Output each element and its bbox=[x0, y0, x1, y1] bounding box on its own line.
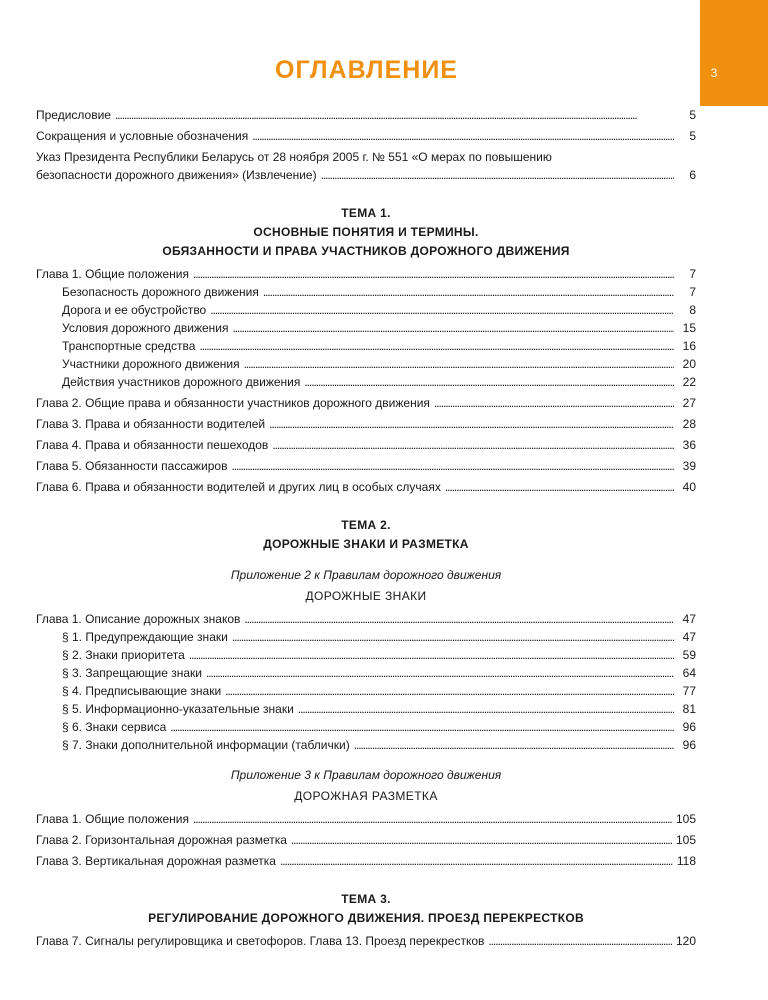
page-number: 3 bbox=[710, 66, 718, 80]
dot-leader bbox=[434, 394, 674, 412]
toc-entry-label: Глава 4. Права и обязанности пешеходов bbox=[36, 438, 269, 452]
toc-entry-page: 28 bbox=[682, 417, 696, 431]
dot-leader bbox=[233, 319, 675, 337]
page-corner-tab bbox=[700, 0, 768, 106]
toc-entry-page: 20 bbox=[682, 357, 696, 371]
toc-entry-chapter[interactable] bbox=[36, 932, 696, 950]
toc-entry-page: 40 bbox=[682, 480, 696, 494]
toc-entry-page: 47 bbox=[682, 630, 696, 644]
dot-leader bbox=[263, 283, 674, 301]
toc-entry-page: 7 bbox=[689, 285, 696, 299]
dot-leader bbox=[252, 127, 674, 145]
topic-title: ДОРОЖНЫЕ ЗНАКИ И РАЗМЕТКА bbox=[263, 537, 469, 551]
toc-entry-label: § 4. Предписывающие знаки bbox=[62, 684, 222, 698]
toc-entry-label: § 5. Информационно-указательные знаки bbox=[62, 702, 294, 716]
toc-entry-chapter[interactable] bbox=[36, 478, 696, 496]
dot-leader bbox=[115, 106, 674, 124]
toc-entry-decree-line1[interactable]: Указ Президента Республики Беларусь от 28 ноября 2005 г. № 551 «О мерах по повышению bbox=[36, 150, 552, 164]
toc-entry-chapter[interactable] bbox=[36, 457, 696, 475]
toc-subentry[interactable] bbox=[36, 700, 696, 718]
topic-3-heading bbox=[36, 890, 696, 928]
toc-entry-page: 16 bbox=[682, 339, 696, 353]
toc-subentry[interactable] bbox=[36, 736, 696, 754]
toc-entry-page: 47 bbox=[682, 612, 696, 626]
toc-entry-label: Предисловие bbox=[36, 108, 111, 122]
toc-entry-label: Условия дорожного движения bbox=[62, 321, 229, 335]
toc-subentry[interactable] bbox=[36, 628, 696, 646]
dot-leader bbox=[269, 415, 674, 433]
dot-leader bbox=[244, 610, 674, 628]
toc-entry-label: Действия участников дорожного движения bbox=[62, 375, 301, 389]
toc-entry-label: Участники дорожного движения bbox=[62, 357, 240, 371]
toc-subentry[interactable] bbox=[36, 355, 696, 373]
dot-leader bbox=[225, 682, 674, 700]
toc-entry-page: 120 bbox=[675, 934, 696, 948]
appendix-3-note: Приложение 3 к Правилам дорожного движения bbox=[230, 768, 502, 782]
dot-leader bbox=[170, 718, 674, 736]
toc-entry-page: 8 bbox=[689, 303, 696, 317]
toc-entry-page: 15 bbox=[682, 321, 696, 335]
topic-label: ТЕМА 2. bbox=[341, 518, 391, 532]
toc-entry-chapter[interactable] bbox=[36, 394, 696, 412]
dot-leader bbox=[193, 810, 672, 828]
dot-leader bbox=[445, 478, 674, 496]
toc-entry-label: § 6. Знаки сервиса bbox=[62, 720, 167, 734]
toc-subentry[interactable] bbox=[36, 337, 696, 355]
toc-entry-page: 105 bbox=[675, 812, 696, 826]
toc-subentry[interactable] bbox=[36, 283, 696, 301]
toc-entry-page: 27 bbox=[682, 396, 696, 410]
toc-subentry[interactable] bbox=[36, 682, 696, 700]
toc-entry-chapter[interactable] bbox=[36, 831, 696, 849]
toc-entry-chapter[interactable] bbox=[36, 415, 696, 433]
dot-leader bbox=[354, 736, 674, 754]
toc-entry-label: Глава 6. Права и обязанности водителей и других лиц в особых случаях bbox=[36, 480, 441, 494]
dot-leader bbox=[199, 337, 674, 355]
toc-entry-label: Безопасность дорожного движения bbox=[62, 285, 259, 299]
toc-entry-label: Глава 2. Общие права и обязанности участников дорожного движения bbox=[36, 396, 430, 410]
toc-entry-label: § 7. Знаки дополнительной информации (таблички) bbox=[62, 738, 350, 752]
toc-subentry[interactable] bbox=[36, 301, 696, 319]
toc-entry-label: Глава 2. Горизонтальная дорожная разметка bbox=[36, 833, 287, 847]
appendix-2-note: Приложение 2 к Правилам дорожного движения bbox=[230, 568, 502, 582]
toc-entry-chapter[interactable] bbox=[36, 436, 696, 454]
toc-entry-decree[interactable] bbox=[36, 166, 696, 184]
toc-entry-chapter[interactable] bbox=[36, 265, 696, 283]
dot-leader bbox=[231, 457, 674, 475]
toc-entry-label: Глава 1. Описание дорожных знаков bbox=[36, 612, 241, 626]
dot-leader bbox=[232, 628, 674, 646]
toc-entry-page: 77 bbox=[682, 684, 696, 698]
toc-subentry[interactable] bbox=[36, 319, 696, 337]
toc-entry-label: Глава 1. Общие положения bbox=[36, 267, 189, 281]
toc-entry-label: § 2. Знаки приоритета bbox=[62, 648, 185, 662]
toc-entry-page: 39 bbox=[682, 459, 696, 473]
dot-leader bbox=[280, 852, 673, 870]
toc-entry-page: 105 bbox=[675, 833, 696, 847]
toc-entry-page: 59 bbox=[682, 648, 696, 662]
dot-leader bbox=[304, 373, 674, 391]
toc-entry-page: 96 bbox=[682, 738, 696, 752]
toc-entry-label: Глава 3. Вертикальная дорожная разметка bbox=[36, 854, 276, 868]
toc-entry-page: 22 bbox=[682, 375, 696, 389]
topic-2-heading bbox=[36, 516, 696, 554]
toc-subentry[interactable] bbox=[36, 373, 696, 391]
toc-entry-label: Глава 5. Обязанности пассажиров bbox=[36, 459, 228, 473]
dot-leader bbox=[298, 700, 674, 718]
toc-subentry[interactable] bbox=[36, 646, 696, 664]
toc-entry-label: § 3. Запрещающие знаки bbox=[62, 666, 203, 680]
toc-entry-page: 5 bbox=[689, 129, 696, 143]
road-marking-subheading: ДОРОЖНАЯ РАЗМЕТКА bbox=[294, 789, 438, 803]
toc-entry-preface[interactable] bbox=[36, 106, 696, 124]
toc-entry-chapter[interactable] bbox=[36, 610, 696, 628]
toc-entry-page: 64 bbox=[682, 666, 696, 680]
toc-entry-label: Сокращения и условные обозначения bbox=[36, 129, 249, 143]
toc-entry-page: 5 bbox=[689, 108, 696, 122]
toc-entry-label: Дорога и ее обустройство bbox=[62, 303, 207, 317]
toc-entry-chapter[interactable] bbox=[36, 852, 696, 870]
toc-subentry[interactable] bbox=[36, 718, 696, 736]
toc-entry-label: безопасности дорожного движения» (Извлечение) bbox=[36, 168, 317, 182]
toc-subentry[interactable] bbox=[36, 664, 696, 682]
topic-title: ОСНОВНЫЕ ПОНЯТИЯ И ТЕРМИНЫ. bbox=[253, 225, 479, 239]
page-title: ОГЛАВЛЕНИЕ bbox=[275, 56, 458, 84]
toc-entry-page: 118 bbox=[676, 854, 696, 868]
toc-entry-label: Глава 7. Сигналы регулировщика и светофоров. Глава 13. Проезд перекрестков bbox=[36, 934, 485, 948]
toc-entry-page: 36 bbox=[682, 438, 696, 452]
toc-entry-page: 6 bbox=[689, 168, 696, 182]
topic-title: ОБЯЗАННОСТИ И ПРАВА УЧАСТНИКОВ ДОРОЖНОГО ДВИЖЕНИЯ bbox=[162, 244, 570, 258]
toc-entry-chapter[interactable] bbox=[36, 810, 696, 828]
dot-leader bbox=[189, 646, 674, 664]
topic-title: РЕГУЛИРОВАНИЕ ДОРОЖНОГО ДВИЖЕНИЯ. ПРОЕЗД ПЕРЕКРЕСТКОВ bbox=[148, 911, 584, 925]
toc-entry-label: Глава 3. Права и обязанности водителей bbox=[36, 417, 266, 431]
dot-leader bbox=[206, 664, 674, 682]
topic-label: ТЕМА 3. bbox=[341, 892, 391, 906]
topic-label: ТЕМА 1. bbox=[341, 206, 391, 220]
table-of-contents bbox=[36, 106, 696, 950]
dot-leader bbox=[193, 265, 674, 283]
dot-leader bbox=[210, 301, 674, 319]
dot-leader bbox=[272, 436, 674, 454]
dot-leader bbox=[291, 831, 672, 849]
topic-1-heading bbox=[36, 204, 696, 261]
road-signs-subheading: ДОРОЖНЫЕ ЗНАКИ bbox=[305, 589, 427, 603]
toc-entry-page: 7 bbox=[689, 267, 696, 281]
toc-entry-page: 96 bbox=[682, 720, 696, 734]
dot-leader bbox=[321, 166, 674, 184]
dot-leader bbox=[244, 355, 674, 373]
toc-entry-page: 81 bbox=[682, 702, 696, 716]
toc-entry-abbreviations[interactable] bbox=[36, 127, 696, 145]
dot-leader bbox=[488, 932, 672, 950]
toc-entry-label: Транспортные средства bbox=[62, 339, 196, 353]
toc-entry-label: § 1. Предупреждающие знаки bbox=[62, 630, 228, 644]
toc-entry-label: Глава 1. Общие положения bbox=[36, 812, 189, 826]
